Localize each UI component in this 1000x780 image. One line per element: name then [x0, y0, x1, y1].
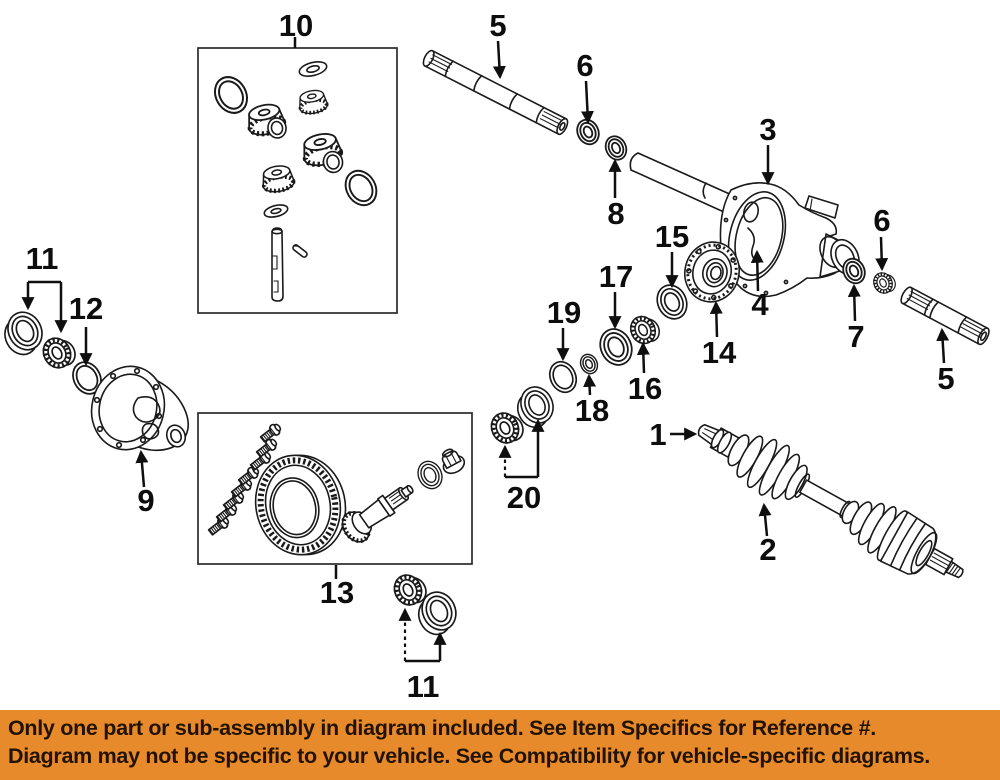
callout-7: 7: [847, 319, 865, 354]
callout-4: 4: [751, 287, 769, 322]
callout-13: 13: [319, 575, 355, 610]
thrust-washer-right: [340, 165, 383, 211]
box-10-assembly: [198, 48, 397, 313]
cv-axle-assembly: [686, 404, 976, 598]
callout-16: 16: [627, 371, 663, 406]
callout-17: 17: [598, 259, 634, 294]
bearing-cone-11-left: [38, 332, 79, 373]
disclaimer-line-1: Only one part or sub-assembly in diagram included. See Item Specifics for Reference #.: [8, 716, 876, 740]
pinion-washer: [414, 457, 447, 492]
bearing-cup-11-left: [0, 306, 49, 360]
callout-3: 3: [759, 112, 777, 147]
callout-2: 2: [759, 532, 777, 567]
bearing-16: [626, 311, 662, 348]
callout-labels: [26, 8, 955, 704]
nut-18: [577, 352, 600, 377]
callout-5-top: 5: [489, 8, 507, 43]
bearing-6-right: [870, 269, 898, 297]
stub-shaft-right: [899, 286, 991, 346]
callout-8: 8: [607, 196, 625, 231]
callout-6-top: 6: [576, 48, 594, 83]
callout-18: 18: [574, 393, 610, 428]
flat-washer-top: [298, 59, 328, 78]
callout-9: 9: [137, 483, 155, 518]
callout-15: 15: [654, 219, 690, 254]
callout-11-left: 11: [25, 241, 59, 276]
ring-19: [545, 357, 581, 396]
pinion-gear-upper: [297, 88, 329, 115]
pinion-gear-lower: [260, 164, 295, 194]
side-gear-left: [245, 102, 288, 140]
cross-shaft: [272, 228, 283, 301]
callout-6-right: 6: [873, 203, 891, 238]
callout-14: 14: [701, 335, 737, 370]
flat-washer-lower: [263, 203, 289, 219]
thrust-washer-left: [209, 71, 254, 118]
side-gear-right: [300, 131, 345, 175]
pinion-gear: [337, 475, 421, 547]
callout-11-bottom: 11: [406, 669, 440, 704]
intermediate-shaft-left: [421, 49, 569, 136]
callout-19: 19: [546, 295, 582, 330]
callout-10: 10: [278, 8, 314, 43]
callout-5-right: 5: [937, 361, 955, 396]
disclaimer-line-2: Diagram may not be specific to your vehicle. See Compatibility for vehicle-specific diagrams.: [8, 744, 930, 768]
bearing-8: [602, 133, 630, 163]
box-13-assembly: [198, 413, 472, 564]
seal-15: [652, 280, 692, 323]
roll-pin: [292, 244, 308, 258]
callout-leaders: [25, 37, 944, 661]
disclaimer-banner: [0, 710, 1000, 780]
callout-20: 20: [506, 480, 542, 515]
callout-12: 12: [68, 291, 104, 326]
callout-1: 1: [649, 417, 667, 452]
